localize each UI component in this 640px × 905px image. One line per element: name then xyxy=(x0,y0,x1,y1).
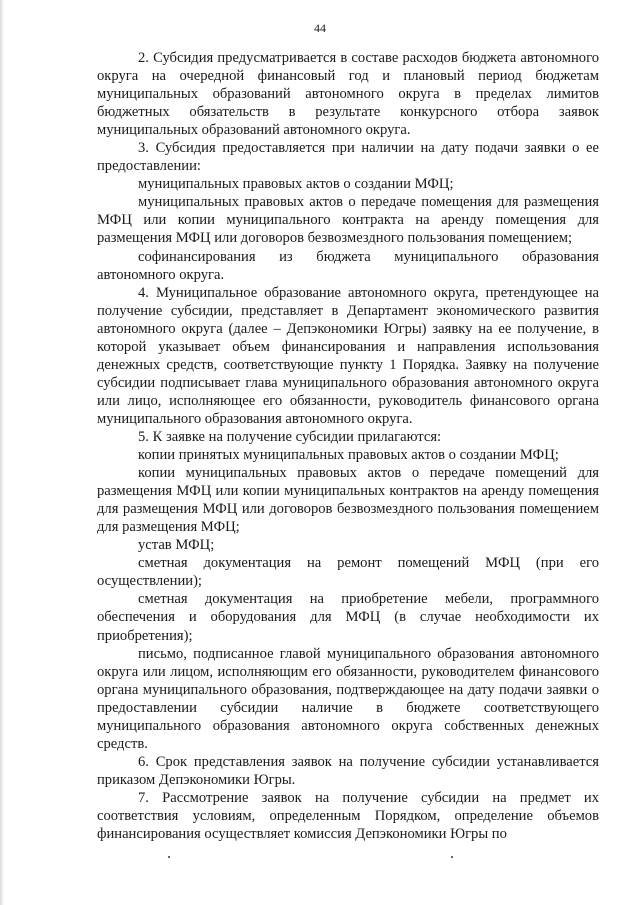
scan-dot xyxy=(168,856,170,858)
list-item: копии муниципальных правовых актов о передаче помещений для размещения МФЦ или копии муниципальных контрактов на аренду помещения для размещения МФЦ или договоров безвозмездного пользования помещением для размещения МФЦ; xyxy=(97,465,599,536)
list-item: сметная документация на ремонт помещений МФЦ (при его осуществлении); xyxy=(97,555,599,590)
paragraph-2: 2. Субсидия предусматривается в составе расходов бюджета автономного округа на очередной финансовый год и плановый период бюджетам муниципальных образований автономного округа в пределах лимитов бюджетных обязательств в результате конкурсного отбора заявок муниципальных образований автономного округа. xyxy=(97,50,599,139)
paragraph-7: 7. Рассмотрение заявок на получение субсидии на предмет их соответствия условиям, определенным Порядком, определение объемов финансирования осуществляет комиссия Депэкономики Югры по xyxy=(97,789,599,843)
paragraph-5: 5. К заявке на получение субсидии прилагаются: xyxy=(138,428,442,445)
list-item: копии принятых муниципальных правовых актов о создании МФЦ; xyxy=(138,447,559,464)
scan-dot xyxy=(451,856,453,858)
list-item: муниципальных правовых актов о передаче помещения для размещения МФЦ или копии муниципального контракта на аренду помещения для размещения МФЦ или договоров безвозмездного пользования помещением; xyxy=(97,194,599,247)
list-item: муниципальных правовых актов о создании МФЦ; xyxy=(138,176,454,193)
paragraph-4: 4. Муниципальное образование автономного округа, претендующее на получение субсидии, представляет в Департамент экономического развития автономного округа (далее – Депэкономики Югры) заявку на ее получение, в которой указывает объем финансирования и направления использования денежных средств, соответствующие пункту 1 Порядка. Заявку на получение субсидии подписывает глава муниципального образования автономного округа или лицо, исполняющее его обязанности, руководитель финансового органа муниципального образования автономного округа. xyxy=(97,284,599,427)
list-item: сметная документация на приобретение мебели, программного обеспечения и оборудования для МФЦ (в случае необходимости их приобретения); xyxy=(97,591,599,644)
list-item: письмо, подписанное главой муниципального образования автономного округа или лицом, исполняющим его обязанности, руководителем финансового органа муниципального образования, подтверждающее на дату подачи заявки о предоставлении субсидии наличие в бюджете соответствующего муниципального образования автономного округа собственных денежных средств. xyxy=(97,645,599,752)
list-item: софинансирования из бюджета муниципального образования автономного округа. xyxy=(97,248,599,283)
paragraph-6: 6. Срок представления заявок на получение субсидии устанавливается приказом Депэкономики Югры. xyxy=(97,753,599,788)
page-number: 44 xyxy=(314,21,326,35)
scan-marks xyxy=(0,856,640,862)
page-edge xyxy=(0,0,4,905)
list-item: устав МФЦ; xyxy=(138,537,215,554)
document-body xyxy=(97,49,599,843)
paragraph-3: 3. Субсидия предоставляется при наличии на дату подачи заявки о ее предоставлении: xyxy=(97,140,599,175)
